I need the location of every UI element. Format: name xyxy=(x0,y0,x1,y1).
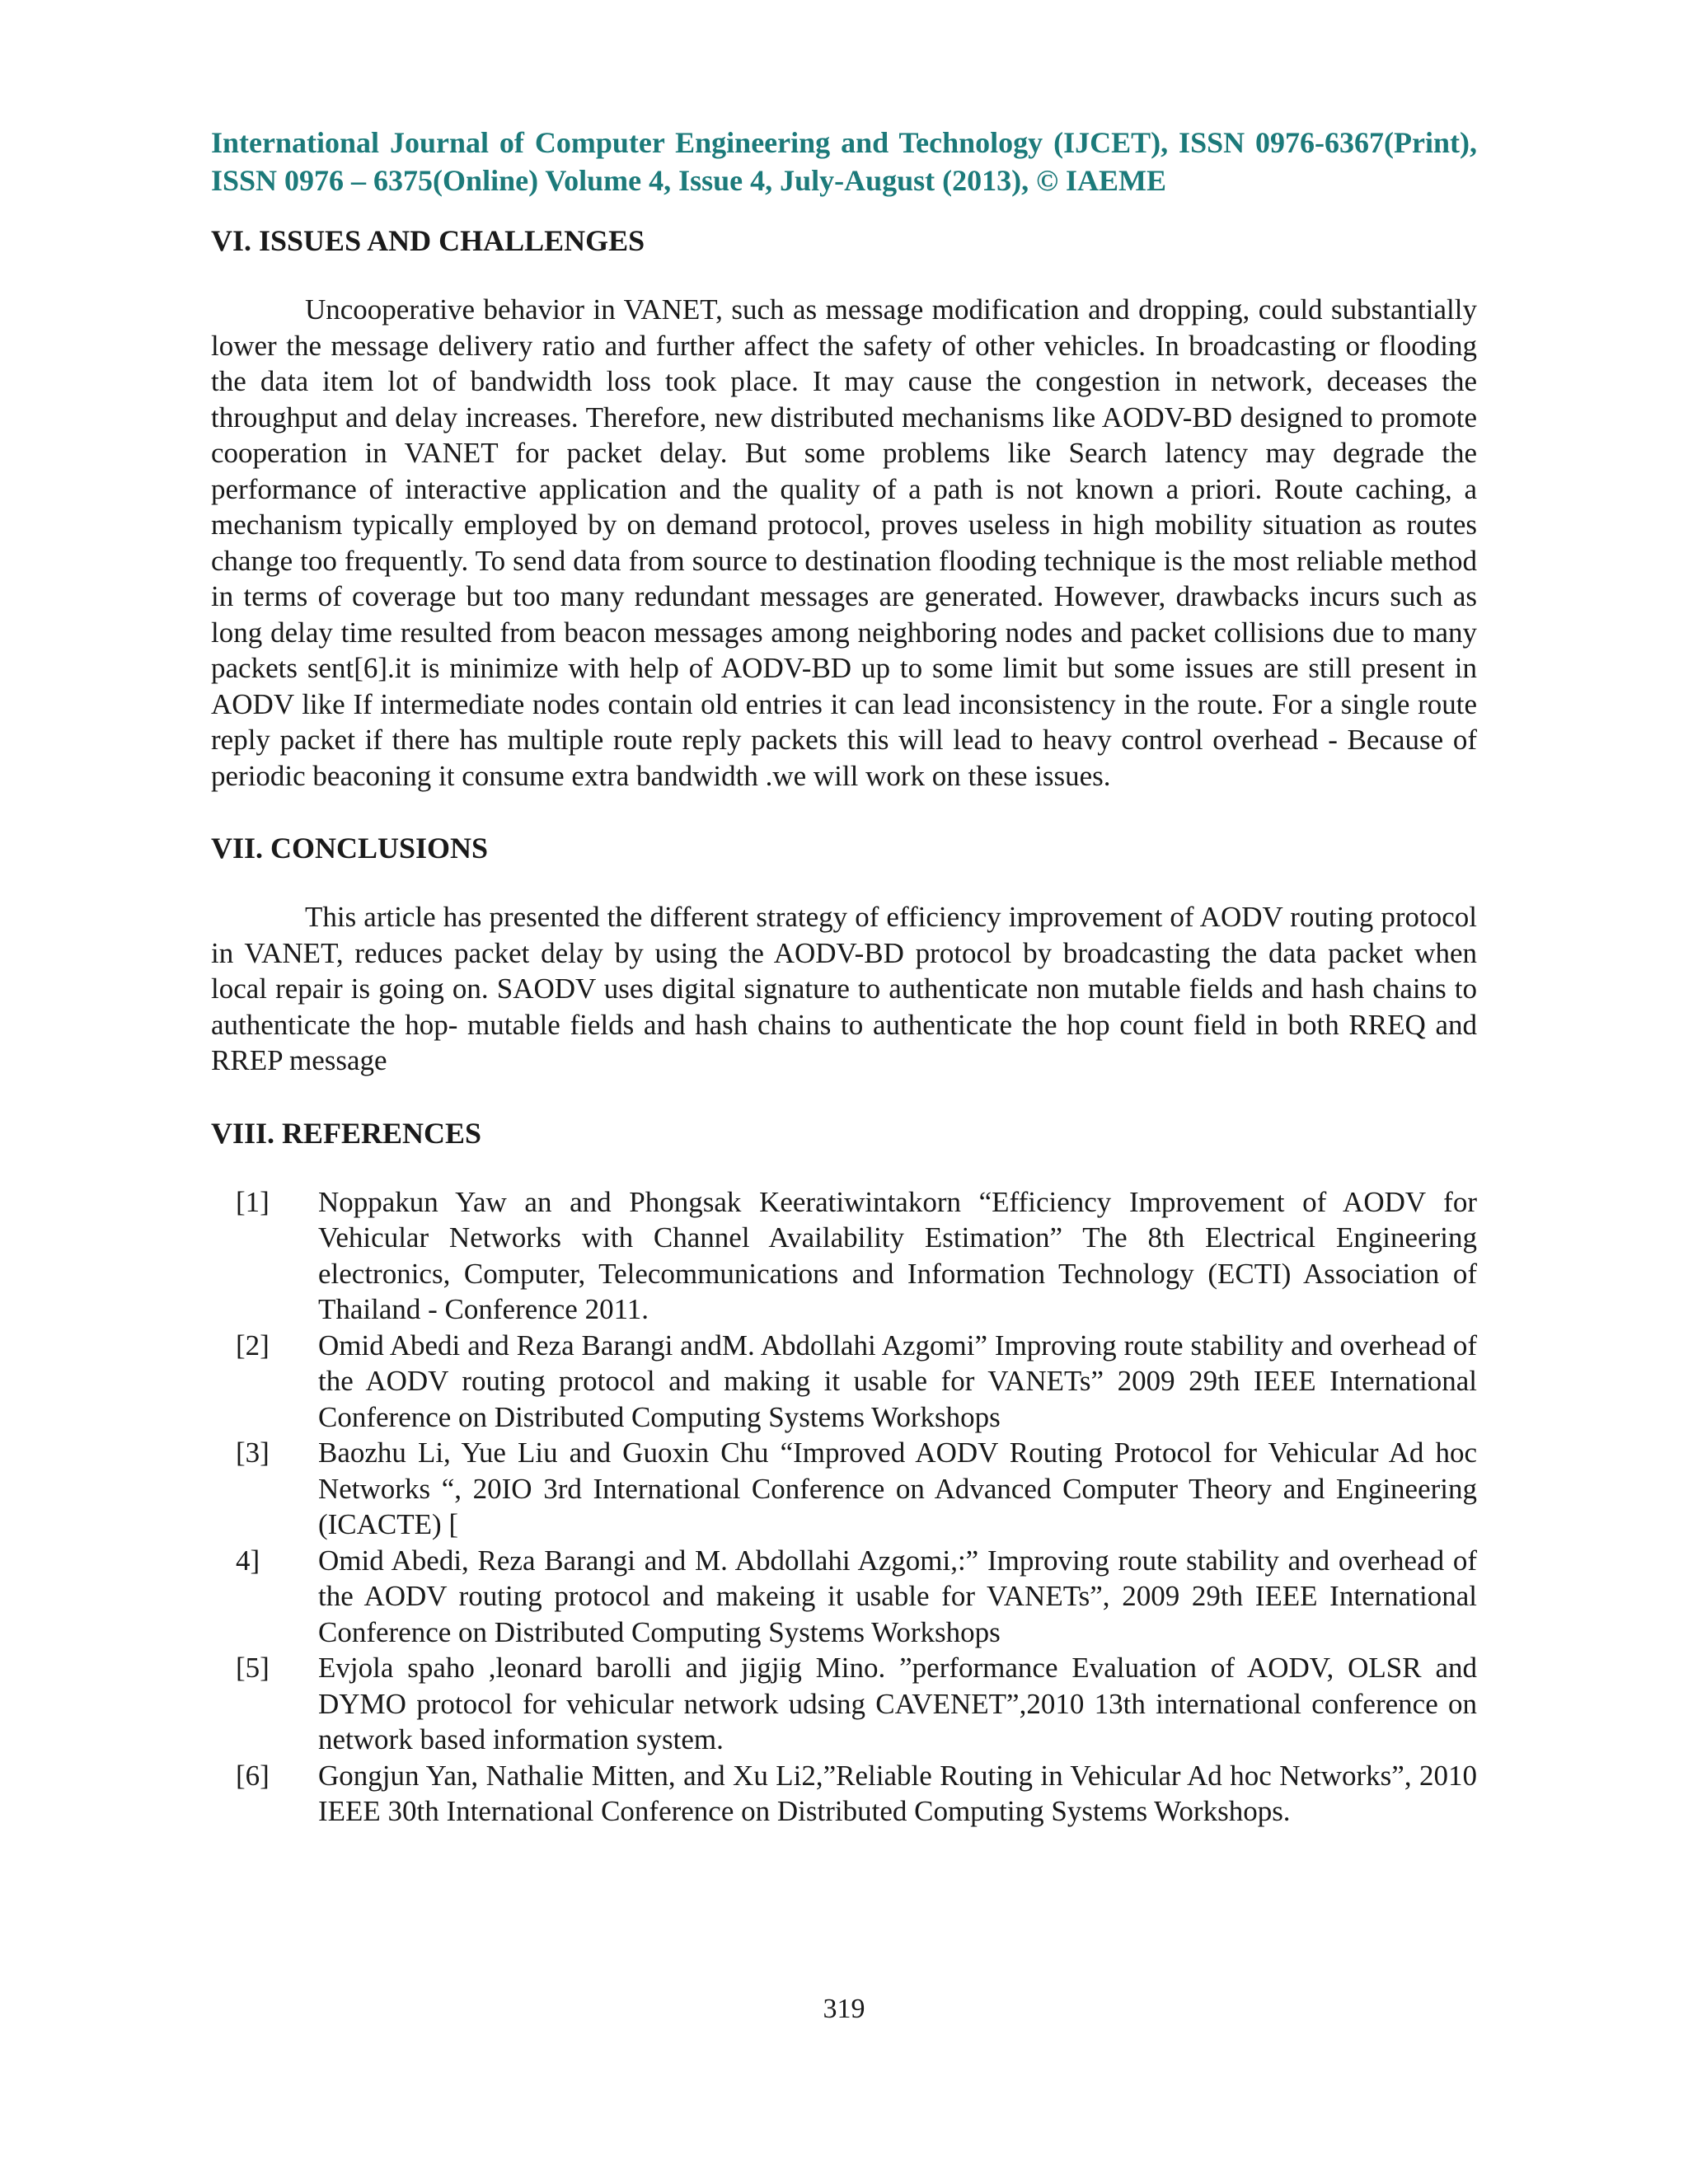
reference-text: Baozhu Li, Yue Liu and Guoxin Chu “Improved AODV Routing Protocol for Vehicular Ad hoc Networks “, 20IO 3rd International Conference on Advanced Computer Theory and Engineering (ICACTE) [ xyxy=(318,1436,1477,1540)
section-heading-issues: VI. ISSUES AND CHALLENGES xyxy=(211,224,645,257)
issues-paragraph: Uncooperative behavior in VANET, such as message modification and dropping, could substantially lower the message delivery ratio and further affect the safety of other vehicles. In broadcasting or flooding the data item lot of bandwidth loss took place. It may cause the congestion in network, deceases the throughput and delay increases. Therefore, new distributed mechanisms like AODV-BD designed to promote cooperation in VANET for packet delay. But some problems like Search latency may degrade the performance of interactive application and the quality of a path is not known a priori. Route caching, a mechanism typically employed by on demand protocol, proves useless in high mobility situation as routes change too frequently. To send data from source to destination flooding technique is the most reliable method in terms of coverage but too many redundant messages are generated. However, drawbacks incurs such as long delay time resulted from beacon messages among neighboring nodes and packet collisions due to many packets sent[6].it is minimize with help of AODV-BD up to some limit but some issues are still present in AODV like If intermediate nodes contain old entries it can lead inconsistency in the route. For a single route reply packet if there has multiple route reply packets this will lead to heavy control overhead - Because of periodic beaconing it consume extra bandwidth .we will work on these issues. xyxy=(211,293,1477,792)
reference-item xyxy=(236,1328,1477,1436)
journal-header: International Journal of Computer Engineering and Technology (IJCET), ISSN 0976-6367(Print), ISSN 0976 – 6375(Online) Volume 4, Issue 4, July-August (2013), © IAEME xyxy=(211,126,1477,197)
conclusions-paragraph: This article has presented the different strategy of efficiency improvement of AODV routing protocol in VANET, reduces packet delay by using the AODV-BD protocol by broadcasting the data packet when local repair is going on. SAODV uses digital signature to authenticate non mutable fields and hash chains to authenticate the hop- mutable fields and hash chains to authenticate the hop count field in both RREQ and RREP message xyxy=(211,901,1477,1076)
reference-number: 4] xyxy=(236,1544,260,1577)
reference-text: Omid Abedi, Reza Barangi and M. Abdollahi Azgomi,:” Improving route stability and overhead of the AODV routing protocol and makeing it usable for VANETs”, 2009 29th IEEE International Conference on Distributed Computing Systems Workshops xyxy=(318,1544,1477,1648)
page-content xyxy=(211,124,1477,1830)
reference-number: [3] xyxy=(236,1436,270,1469)
reference-number: [5] xyxy=(236,1652,270,1684)
reference-text: Evjola spaho ,leonard barolli and jigjig Mino. ”performance Evaluation of AODV, OLSR and DYMO protocol for vehicular network udsing CAVENET”,2010 13th international conference on network based information system. xyxy=(318,1652,1477,1755)
reference-list xyxy=(211,1184,1477,1830)
reference-number: [2] xyxy=(236,1329,270,1361)
reference-item xyxy=(236,1435,1477,1543)
reference-item xyxy=(236,1650,1477,1758)
page-number: 319 xyxy=(823,1994,865,2024)
reference-number: [6] xyxy=(236,1759,270,1792)
reference-text: Noppakun Yaw an and Phongsak Keeratiwintakorn “Efficiency Improvement of AODV for Vehicular Networks with Channel Availability Estimation” The 8th Electrical Engineering electronics, Computer, Telecommunications and Information Technology (ECTI) Association of Thailand - Conference 2011. xyxy=(318,1185,1477,1325)
reference-number: [1] xyxy=(236,1185,270,1218)
reference-item xyxy=(236,1184,1477,1328)
reference-item xyxy=(236,1543,1477,1651)
section-heading-conclusions: VII. CONCLUSIONS xyxy=(211,832,489,865)
reference-text: Gongjun Yan, Nathalie Mitten, and Xu Li2,”Reliable Routing in Vehicular Ad hoc Networks”, 2010 IEEE 30th International Conference on Distributed Computing Systems Workshops. xyxy=(318,1759,1477,1827)
reference-item xyxy=(236,1758,1477,1830)
reference-text: Omid Abedi and Reza Barangi andM. Abdollahi Azgomi” Improving route stability and overhead of the AODV routing protocol and making it usable for VANETs” 2009 29th IEEE International Conference on Distributed Computing Systems Workshops xyxy=(318,1329,1477,1433)
section-heading-references: VIII. REFERENCES xyxy=(211,1116,482,1150)
